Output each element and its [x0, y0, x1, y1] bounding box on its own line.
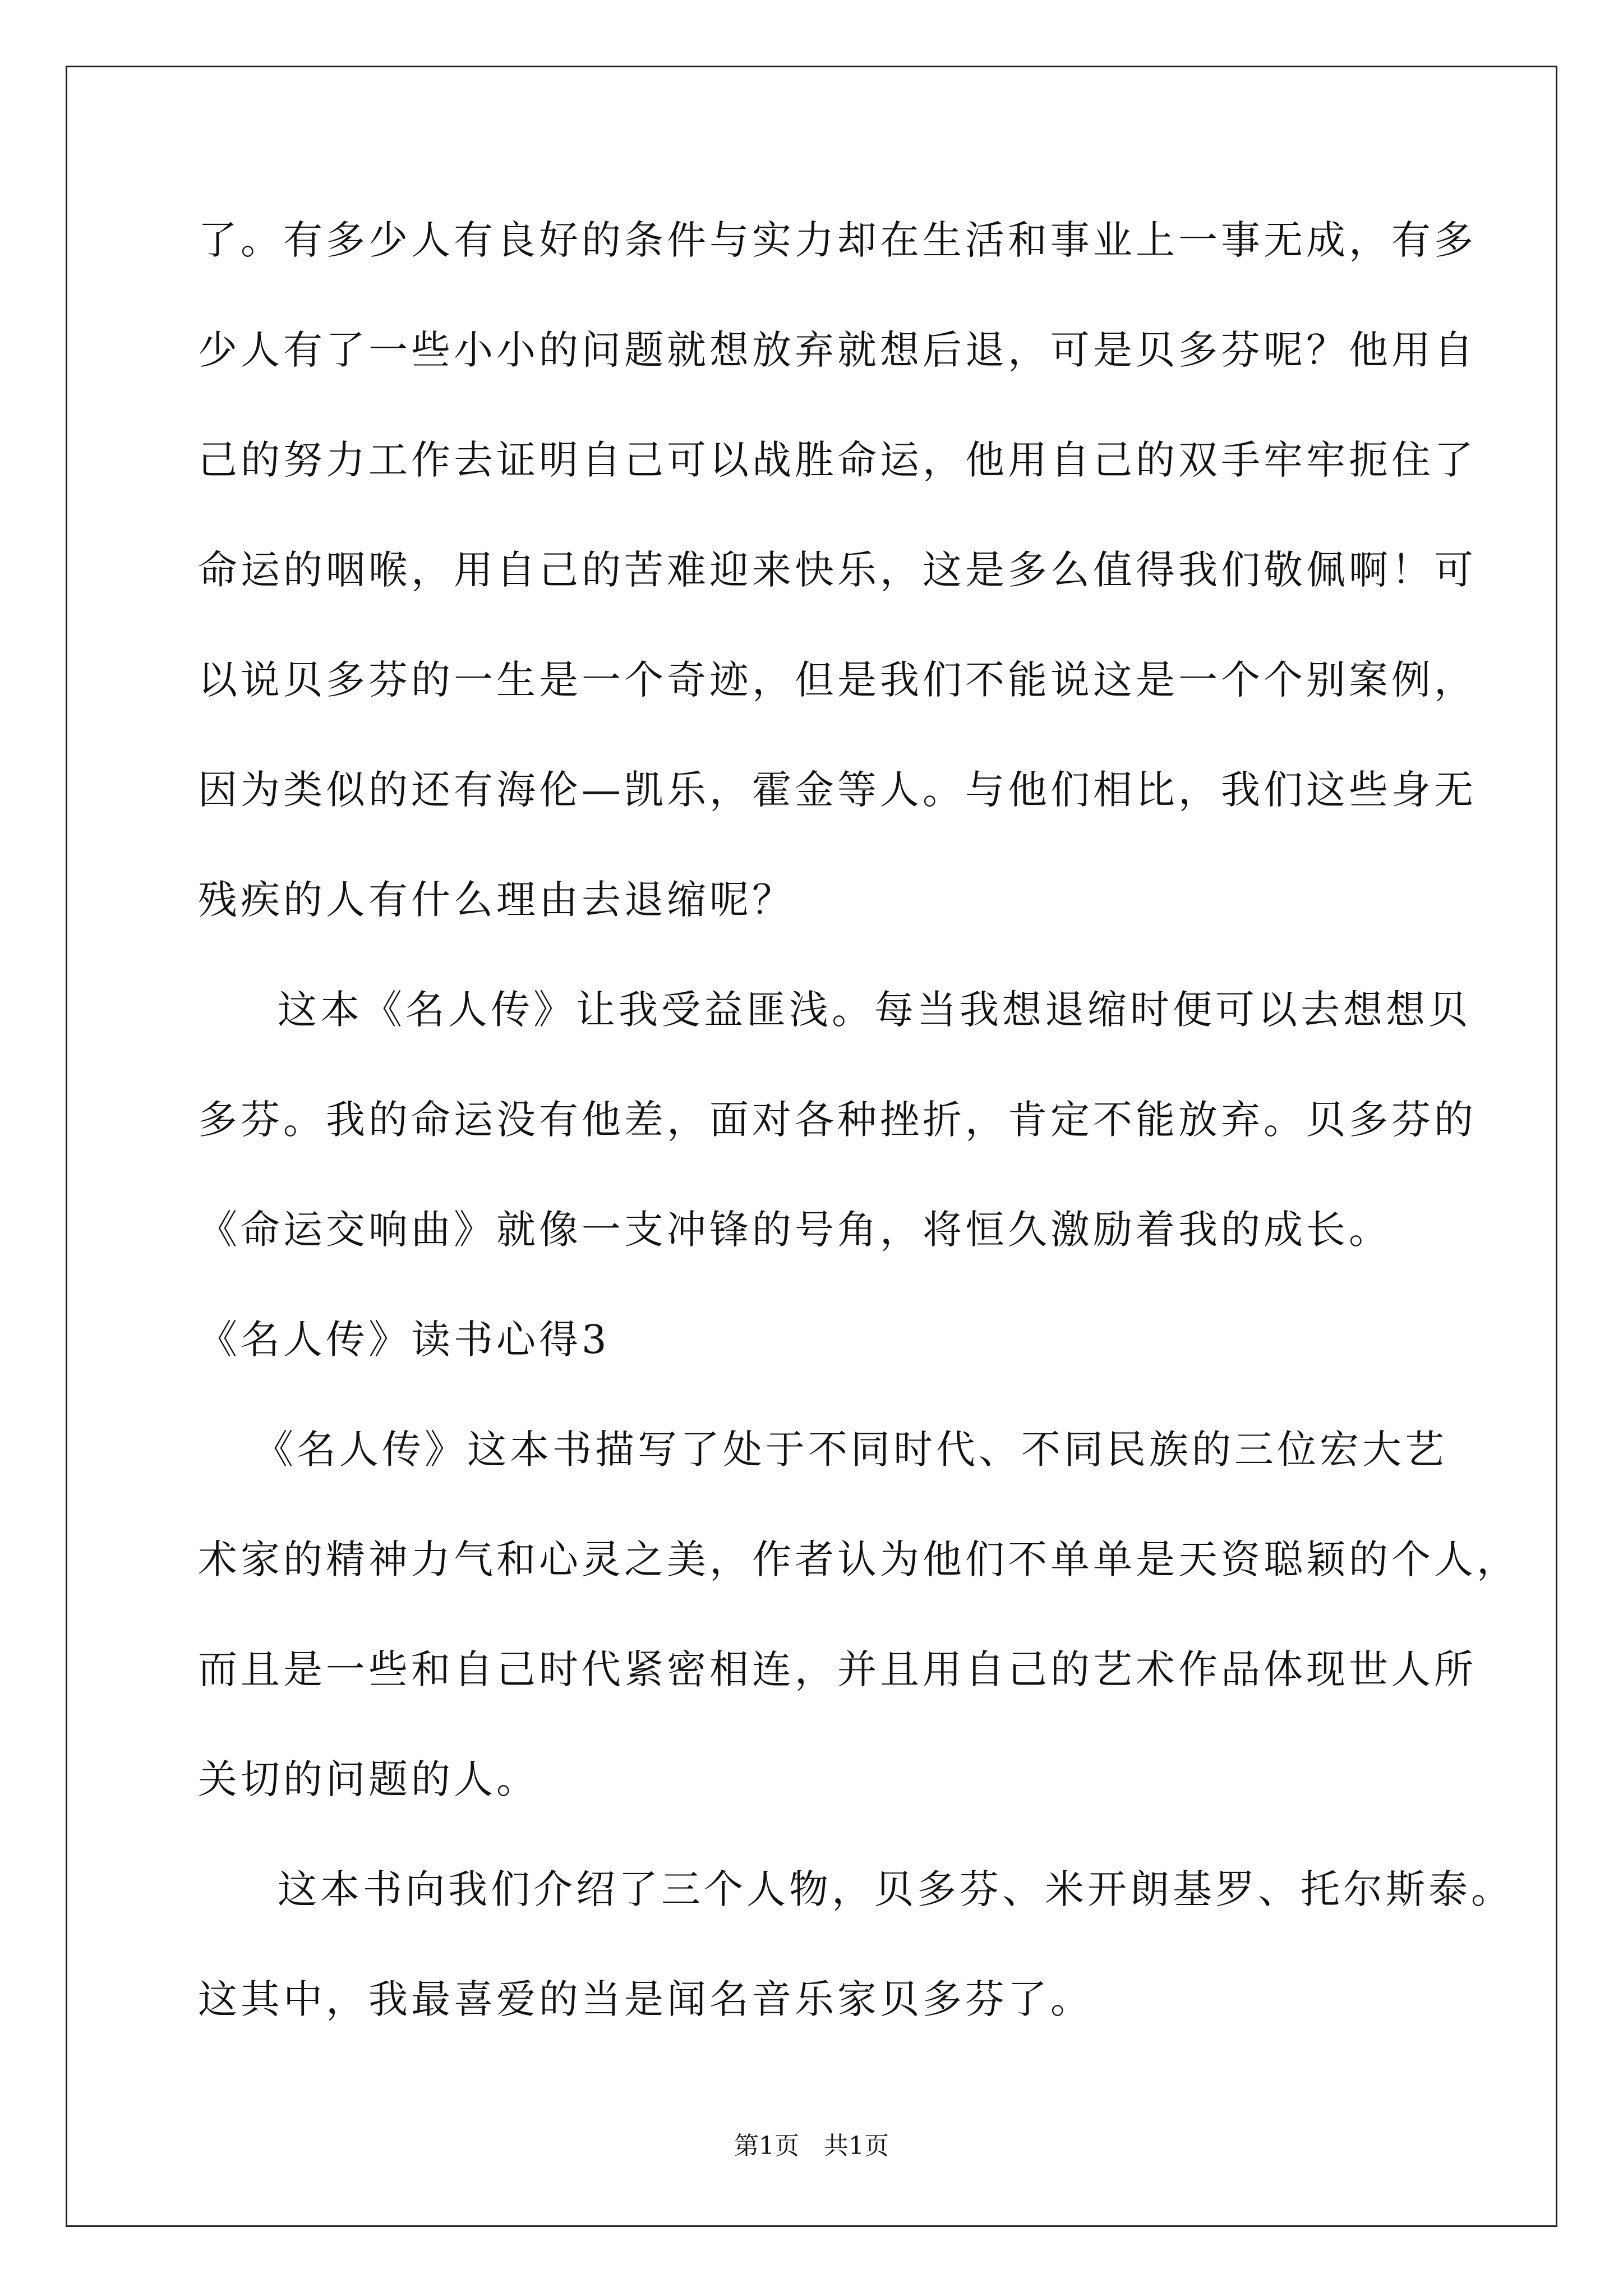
text-line: 《命运交响曲》就像一支冲锋的号角，将恒久激励着我的成长。: [198, 1207, 1391, 1253]
text-line: 少人有了一些小小的问题就想放弃就想后退，可是贝多芬呢？他用自: [198, 327, 1477, 373]
text-line: 以说贝多芬的一生是一个奇迹，但是我们不能说这是一个个别案例，: [198, 657, 1477, 703]
text-line: 因为类似的还有海伦—凯乐，霍金等人。与他们相比，我们这些身无: [198, 767, 1477, 813]
text-line: 关切的问题的人。: [198, 1756, 539, 1802]
section-heading: 《名人传》读书心得3: [198, 1317, 610, 1363]
text-line: 了。有多少人有良好的条件与实力却在生活和事业上一事无成，有多: [198, 217, 1477, 263]
page-footer: 第1页 共1页: [734, 2132, 889, 2160]
text-line: 多芬。我的命运没有他差，面对各种挫折，肯定不能放弃。贝多芬的: [198, 1097, 1477, 1143]
text-line: 这其中，我最喜爱的当是闻名音乐家贝多芬了。: [198, 1976, 1093, 2022]
document-body: [198, 202, 1519, 2071]
paragraph-start-line: 这本《名人传》让我受益匪浅。每当我想退缩时便可以去想想贝: [278, 987, 1471, 1033]
text-line: 命运的咽喉，用自己的苦难迎来快乐，这是多么值得我们敬佩啊！可: [198, 547, 1477, 593]
text-line: 残疾的人有什么理由去退缩呢？: [198, 877, 795, 923]
paragraph-start-line: 这本书向我们介绍了三个人物，贝多芬、米开朗基罗、托尔斯泰。: [278, 1866, 1514, 1912]
text-line: 术家的精神力气和心灵之美，作者认为他们不单单是天资聪颖的个人，: [198, 1536, 1519, 1582]
text-line: 己的努力工作去证明自己可以战胜命运，他用自己的双手牢牢扼住了: [198, 437, 1477, 483]
text-line: 而且是一些和自己时代紧密相连，并且用自己的艺术作品体现世人所: [198, 1646, 1477, 1692]
paragraph-start-line: 《名人传》这本书描写了处于不同时代、不同民族的三位宏大艺: [254, 1427, 1447, 1473]
